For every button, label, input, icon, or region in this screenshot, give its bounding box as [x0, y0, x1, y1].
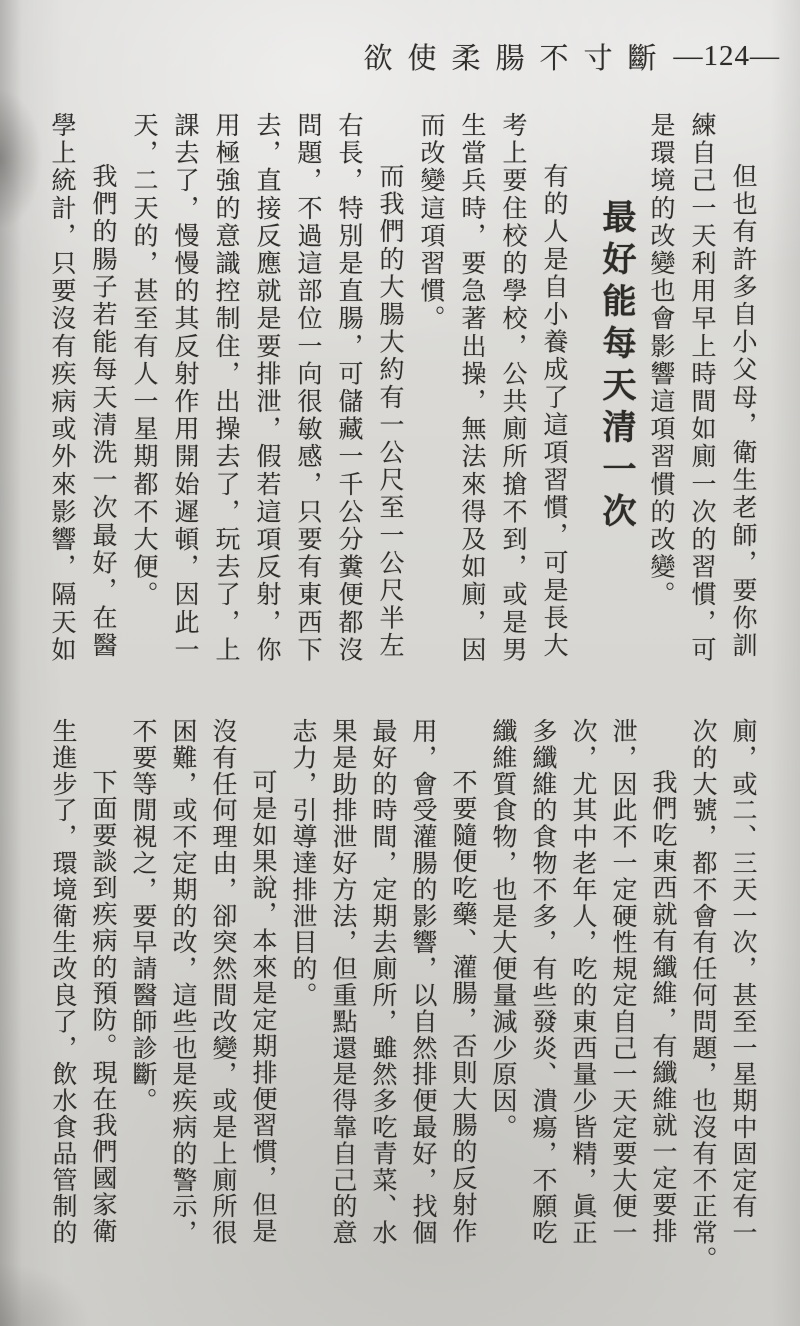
- running-title: 欲使柔腸不寸斷: [363, 43, 672, 75]
- text-column: 考上要住校的學校，公共廁所搶不到，或是男: [499, 112, 526, 664]
- text-column: 去，直接反應就是要排泄，假若這項反射，你: [253, 112, 280, 664]
- text-column: 下面要談到疾病的預防。現在我們國家衛: [89, 769, 116, 1245]
- text-column: 不要等閒視之，要早請醫師診斷。: [129, 718, 156, 1114]
- text-column: 問題，不過這部位一向很敏感，只要有東西下: [294, 112, 321, 664]
- text-column: 困難，或不定期的改，這些也是疾病的警示，: [169, 718, 196, 1246]
- text-column: 而改變這項習慣。: [417, 112, 444, 333]
- text-column: 我們的腸子若能每天清洗一次最好，在醫: [89, 163, 116, 660]
- text-column: 次，尤其中老年人，吃的東西量少皆精，眞正: [569, 718, 596, 1246]
- text-column: 右長，特別是直腸，可儲藏一千公分糞便都沒: [335, 112, 362, 664]
- text-column: 志力，引導達排泄目的。: [289, 718, 316, 1009]
- page-number: —124—: [673, 40, 780, 72]
- text-column: 泄，因此不一定硬性規定自己一天定要大便一: [609, 718, 636, 1246]
- text-column: 用極強的意識控制住，出操去了，玩去了，上: [212, 112, 239, 664]
- text-column: 不要隨便吃藥、灌腸，否則大腸的反射作: [449, 769, 476, 1245]
- text-column: 練自己一天利用早上時間如廁一次的習慣，可: [688, 112, 715, 664]
- text-column: 果是助排泄好方法，但重點還是得靠自己的意: [329, 718, 356, 1246]
- text-column: 用，會受灌腸的影響，以自然排便最好，找個: [409, 718, 436, 1246]
- text-block-bottom: [35, 718, 755, 1276]
- text-column: 課去了，慢慢的其反射作用開始遲頓，因此一: [171, 112, 198, 664]
- text-column: 生當兵時，要急著出操，無法來得及如廁，因: [458, 112, 485, 664]
- text-column: 纖維質食物，也是大便量減少原因。: [489, 718, 516, 1141]
- text-column: 最好的時間，定期去廁所，雖然多吃青菜、水: [369, 718, 396, 1246]
- text-column: 廁，或二、三天一次，甚至一星期中固定有一: [729, 718, 756, 1246]
- text-column: 而我們的大腸大約有一公尺至一公尺半左: [376, 163, 403, 660]
- text-block-top: [33, 112, 755, 670]
- text-column: 但也有許多自小父母，衛生老師，要你訓: [729, 163, 756, 660]
- text-column: 有的人是自小養成了這項習慣，可是長大: [540, 163, 567, 660]
- text-column: 可是如果說，本來是定期排便習慣，但是: [249, 769, 276, 1245]
- text-column: 天，二天的，甚至有人一星期都不大便。: [130, 112, 157, 609]
- text-column: 生進步了，環境衛生改良了，飲水食品管制的: [49, 718, 76, 1246]
- text-column: 多纖維的食物不多，有些發炎、潰瘍，不願吃: [529, 718, 556, 1246]
- text-column: 沒有任何理由，卻突然間改變，或是上廁所很: [209, 718, 236, 1246]
- section-heading: 最好能每天清一次: [597, 199, 634, 535]
- text-column: 學上統計，只要沒有疾病或外來影響，隔天如: [48, 112, 75, 664]
- text-column: 是環境的改變也會影響這項習慣的改變。: [647, 112, 674, 609]
- text-column: 我們吃東西就有纖維，有纖維就一定要排: [649, 769, 676, 1245]
- text-column: 次的大號，都不會有任何問題，也沒有不正常。: [689, 718, 716, 1273]
- page-header: [363, 36, 780, 77]
